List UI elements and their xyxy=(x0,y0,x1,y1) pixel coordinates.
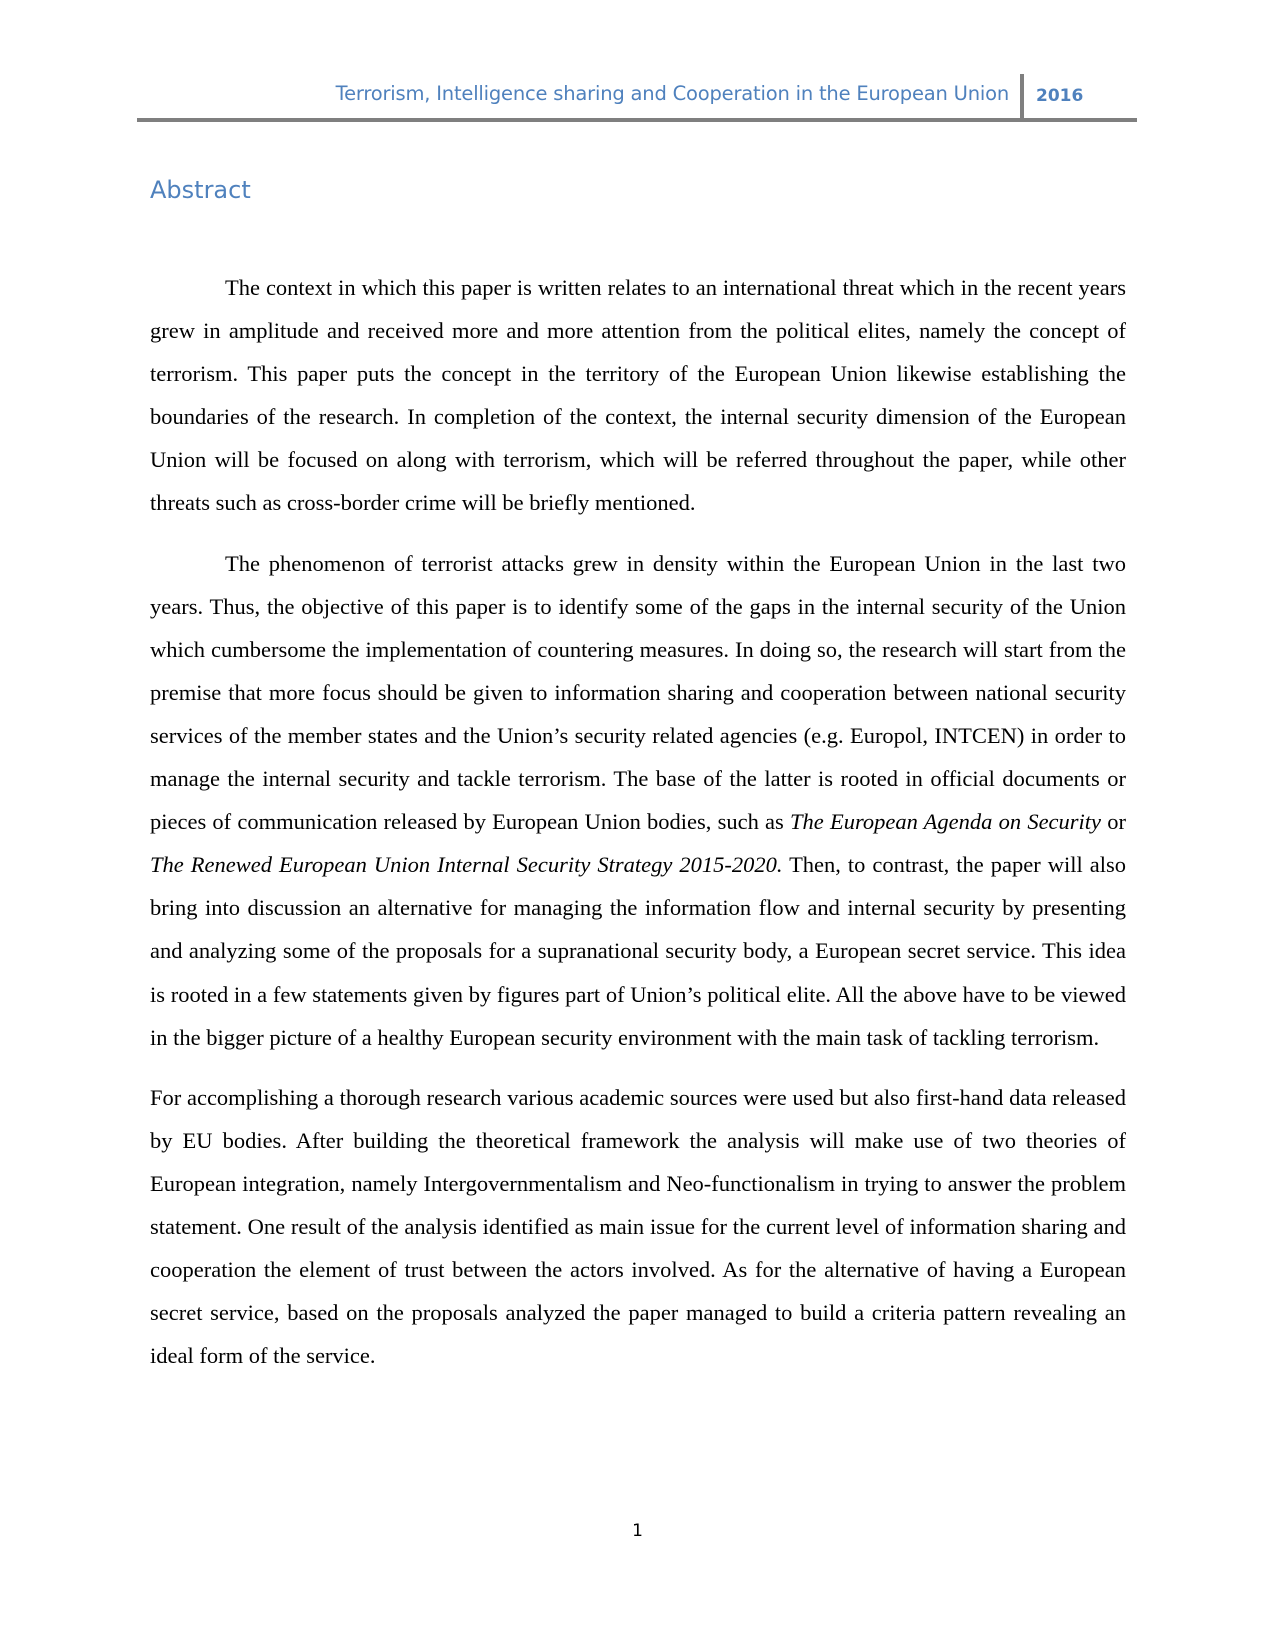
page-number: 1 xyxy=(632,1521,643,1541)
paragraph-2-text-1: The phenomenon of terrorist attacks grew in density within the European Union in the last two years. Thus, the objective of this paper is to identify some of the gaps in the internal security of the Union which cumbersome the implementation of countering measures. In doing so, the research will start from the premise that more focus should be given to information sharing and cooperation between national security services of the member states and the Union’s security related agencies (e.g. Europol, INTCEN) in order to manage the internal security and tackle terrorism. The base of the latter is rooted in official documents or pieces of communication released by European Union bodies, such as xyxy=(150,550,1126,835)
running-header-year: 2016 xyxy=(1036,86,1084,106)
abstract-paragraph-1: The context in which this paper is written relates to an international threat which in the recent years grew in amplitude and received more and more attention from the political elites, namely the concept of terrorism. This paper puts the concept in the territory of the European Union likewise establishing the boundaries of the research. In completion of the context, the internal security dimension of the European Union will be focused on along with terrorism, which will be referred throughout the paper, while other threats such as cross-border crime will be briefly mentioned. xyxy=(150,275,1126,516)
abstract-paragraph-2 xyxy=(150,542,1126,1059)
paragraph-2-text-3: Then, to contrast, the paper will also bring into discussion an alternative for managing the information flow and internal security by presenting and analyzing some of the proposals for a supranational security body, a European secret service. This idea is rooted in a few statements given by figures part of Union’s political elite. All the above have to be viewed in the bigger picture of a healthy European security environment with the main task of tackling terrorism. xyxy=(150,852,1127,1050)
abstract-body xyxy=(150,266,1126,1394)
paragraph-2-text-2: or xyxy=(1101,809,1126,835)
citation-european-agenda-on-security: The European Agenda on Security xyxy=(790,809,1102,835)
header-vertical-rule xyxy=(1020,74,1024,119)
citation-internal-security-strategy: The Renewed European Union Internal Security Strategy 2015-2020. xyxy=(150,852,783,878)
section-heading-abstract: Abstract xyxy=(150,176,251,204)
abstract-paragraph-3: For accomplishing a thorough research various academic sources were used but also first-hand data released by EU bodies. After building the theoretical framework the analysis will make use of two theories of European integration, namely Intergovernmentalism and Neo-functionalism in trying to answer the problem statement. One result of the analysis identified as main issue for the current level of information sharing and cooperation the element of trust between the actors involved. As for the alternative of having a European secret service, based on the proposals analyzed the paper managed to build a criteria pattern revealing an ideal form of the service. xyxy=(150,1084,1126,1369)
running-header-title: Terrorism, Intelligence sharing and Cooperation in the European Union xyxy=(335,82,1009,105)
running-header xyxy=(137,72,1137,122)
